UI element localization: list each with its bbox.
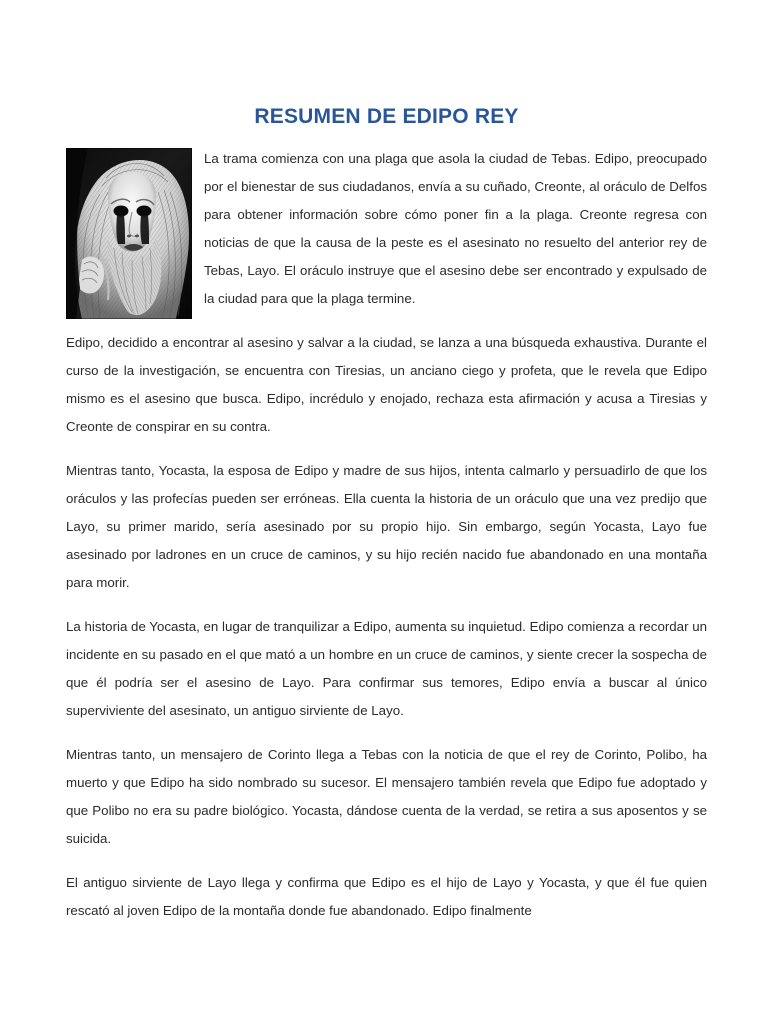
paragraph: La historia de Yocasta, en lugar de tranquilizar a Edipo, aumenta su inquietud. Edipo comienza a recordar un incidente en su pasado en el que mató a un hombre en un cruce de caminos, y siente crecer la sospecha de que él podría ser el asesino de Layo. Para confirmar sus temores, Edipo envía a buscar al único superviviente del asesinato, un antiguo sirviente de Layo. (66, 619, 707, 719)
page-title: RESUMEN DE EDIPO REY (254, 105, 519, 128)
paragraph: Edipo, decidido a encontrar al asesino y salvar a la ciudad, se lanza a una búsqueda exhaustiva. Durante el curso de la investigación, se encuentra con Tiresias, un anciano ciego y profeta, que le revela que Edipo mismo es el asesino que busca. Edipo, incrédulo y enojado, rechaza esta afirmación y acusa a Tiresias y Creonte de conspirar en su contra. (66, 335, 707, 435)
paragraph: Mientras tanto, Yocasta, la esposa de Edipo y madre de sus hijos, intenta calmarlo y persuadirlo de que los oráculos y las profecías pueden ser erróneas. Ella cuenta la historia de un oráculo que una vez predijo que Layo, su primer marido, sería asesinado por su propio hijo. Sin embargo, según Yocasta, Layo fue asesinado por ladrones en un cruce de caminos, y su hijo recién nacido fue abandonado en una montaña para morir. (66, 463, 707, 591)
paragraph: Mientras tanto, un mensajero de Corinto llega a Tebas con la noticia de que el rey de Corinto, Polibo, ha muerto y que Edipo ha sido nombrado su sucesor. El mensajero también revela que Edipo fue adoptado y que Polibo no era su padre biológico. Yocasta, dándose cuenta de la verdad, se retira a sus aposentos y se suicida. (66, 747, 707, 847)
paragraph: El antiguo sirviente de Layo llega y confirma que Edipo es el hijo de Layo y Yocasta, y que él fue quien rescató al joven Edipo de la montaña donde fue abandonado. Edipo finalmente (66, 875, 707, 919)
document-content (66, 145, 707, 925)
paragraph: La trama comienza con una plaga que asola la ciudad de Tebas. Edipo, preocupado por el bienestar de sus ciudadanos, envía a su cuñado, Creonte, al oráculo de Delfos para obtener información sobre cómo poner fin a la plaga. Creonte regresa con noticias de que la causa de la peste es el asesinato no resuelto del anterior rey de Tebas, Layo. El oráculo instruye que el asesino debe ser encontrado y expulsado de la ciudad para que la plaga termine. (204, 151, 707, 307)
document-body (66, 0, 707, 1024)
oedipus-engraving-image (66, 148, 192, 319)
